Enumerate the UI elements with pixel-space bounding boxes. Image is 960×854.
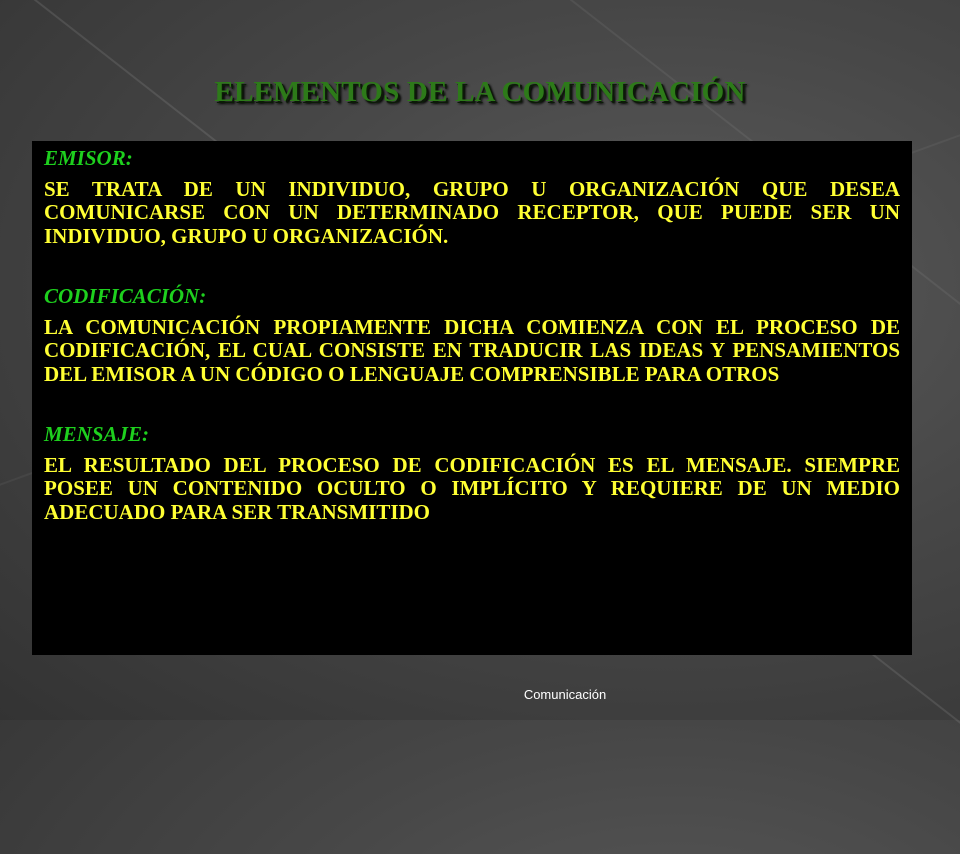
slide-footer: Comunicación [523, 687, 607, 702]
spacer [44, 386, 900, 423]
section-heading-codificacion: CODIFICACIÓN: [44, 284, 207, 308]
slide-title: ELEMENTOS DE LA COMUNICACIÓN [214, 76, 746, 108]
section-text-emisor: SE TRATA DE UN INDIVIDUO, GRUPO U ORGANIZACIÓN QUE DESEA COMUNICARSE CON UN DETERMINADO RECEPTOR, QUE PUEDE SER UN INDIVIDUO, GRUPO U ORGANIZACIÓN. [44, 176, 900, 248]
content-text-box [32, 141, 912, 655]
section-text-mensaje: EL RESULTADO DEL PROCESO DE CODIFICACIÓN ES EL MENSAJE. SIEMPRE POSEE UN CONTENIDO OCULTO O IMPLÍCITO Y REQUIERE DE UN MEDIO ADECUADO PARA SER TRANSMITIDO [44, 452, 900, 524]
section-heading-emisor: EMISOR: [44, 146, 133, 170]
spacer [44, 248, 900, 285]
section-heading-mensaje: MENSAJE: [44, 422, 150, 446]
section-text-codificacion: LA COMUNICACIÓN PROPIAMENTE DICHA COMIENZA CON EL PROCESO DE CODIFICACIÓN, EL CUAL CONSISTE EN TRADUCIR LAS IDEAS Y PENSAMIENTOS DEL EMISOR A UN CÓDIGO O LENGUAJE COMPRENSIBLE PARA OTROS [44, 314, 900, 386]
